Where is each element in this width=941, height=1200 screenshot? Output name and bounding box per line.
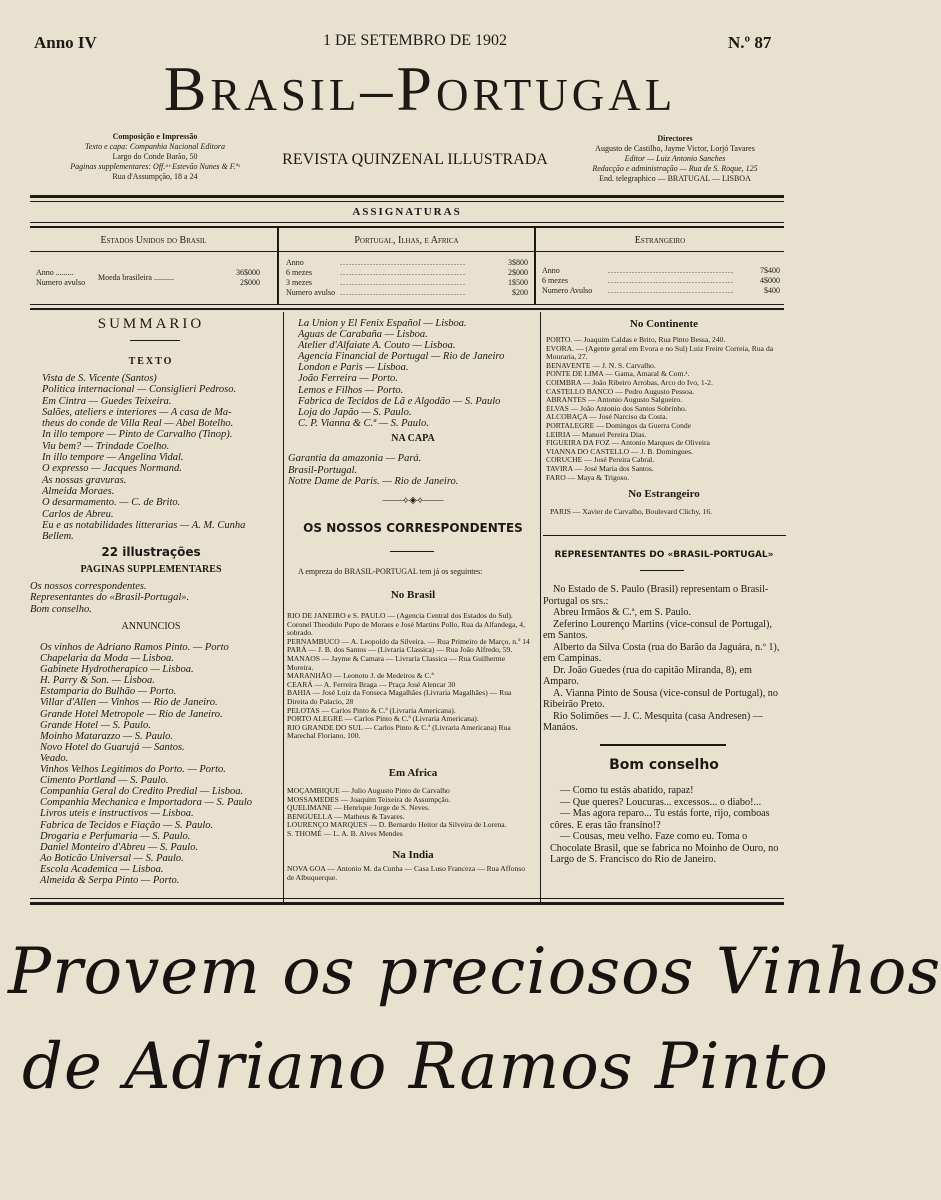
dialogue-line: — Mas agora reparo... Tu estás forte, rijo, comboas côres. E eras tão fransino!? [550, 808, 770, 831]
correspondent-entry: RIO GRANDE DO SUL — Carlos Pinto & C.ª (Livraria Americana) Rua Marechal Floriano, 100. [287, 722, 511, 741]
ornament-rule [130, 340, 180, 341]
ads-continued [298, 318, 538, 429]
no-brasil-heading: No Brasil [390, 589, 436, 601]
correspondent-entry: QUELIMANE — Henrique Jorge de S. Neves. [287, 803, 430, 813]
directors-line: End. telegraphico — BRATUGAL — LISBOA [599, 174, 751, 183]
summary-title: SUMMARIO [97, 316, 205, 332]
ads-list [40, 642, 280, 886]
correspondent-entry: CASTELLO BANCO — Pedro Augusto Pessoa. [546, 386, 695, 396]
subs-brasil-values [236, 268, 260, 288]
subs-value: $400 [764, 286, 780, 295]
ad-item: La Union y El Fenix Español — Lisboa. [298, 318, 467, 329]
summary-item: Carlos de Abreu. [42, 508, 114, 520]
ad-item: Loja do Japão — S. Paulo. [298, 406, 412, 418]
brasil-correspondents [287, 612, 531, 741]
section-rule [600, 744, 726, 746]
correspondent-entry: BAHIA — José Luiz da Fonseca Magalhães (Livraria Magalhães) — Rua Direita do Palacio, 28 [287, 688, 512, 706]
correspondent-entry: MOSSAMEDES — Joaquim Teixeira de Assumpção. [287, 794, 451, 804]
dialogue-line: — Cousas, meu velho. Faze como eu. Toma o Chocolate Brasil, que se fabrica no Moinho de Ouro, no Largo de S. Francisco do Rio de Janeiro. [550, 831, 779, 865]
subs-value: 4$000 [760, 276, 780, 285]
ad-item: H. Parry & Son. — Lisboa. [40, 675, 155, 687]
representative-entry: Alberto da Silva Costa (rua do Barão da Jaguára, n.º 1), em Campinas. [543, 641, 780, 664]
correspondent-entry: PORTALEGRE — Domingos da Guerra Conde [546, 420, 692, 430]
summary-item: O expresso — Jacques Normand. [42, 463, 182, 475]
anno-label: Anno IV [34, 33, 97, 52]
capa-item: Brasil-Portugal. [288, 464, 358, 476]
representative-entry: Abreu Irmãos & C.ª, em S. Paulo. [553, 607, 692, 618]
continente-list [546, 336, 786, 482]
summary-item: Bom conselho. [30, 603, 92, 615]
representative-entry: No Estado de S. Paulo (Brasil) representam o Brasil-Portugal os srs.: [543, 584, 769, 607]
correspondent-entry: BENAVENTE — J. N. S. Carvalho. [546, 360, 656, 370]
ad-item: Fabrica de Tecidos e Fiação — S. Paulo. [40, 819, 214, 831]
ad-item: Agencia Financial de Portugal — Rio de Janeiro [298, 351, 505, 363]
ad-item: Os vinhos de Adriano Ramos Pinto. — Porto [40, 642, 229, 653]
subs-value: $200 [512, 288, 528, 297]
correspondent-entry: ABRANTES — Antonio Augusto Salgueiro. [546, 395, 683, 405]
em-africa-heading: Em Africa [388, 767, 438, 779]
representative-entry: Dr. João Guedes (rua do capitão Miranda, 8), em Amparo. [543, 664, 752, 687]
ads-heading: ANNUNCIOS [121, 621, 181, 632]
issue-number: N.º 87 [728, 33, 772, 52]
ad-item: C. P. Vianna & C.ª — S. Paulo. [298, 417, 429, 429]
supp-list [30, 581, 270, 615]
correspondent-entry: FARO — Maya & Trigoso. [546, 472, 630, 482]
subs-value: 2$000 [240, 278, 260, 287]
subs-dot-leaders: .......................................... .......................................... .......................................... .......................................... [340, 258, 466, 297]
texto-list [42, 373, 278, 542]
subs-row-label: 6 mezes [542, 276, 568, 285]
ad-item: Villar d'Allen — Vinhos — Rio de Janeiro. [40, 697, 218, 709]
correspondent-entry: MOÇAMBIQUE — Julio Augusto Pinto de Carvalho [287, 786, 450, 795]
correspondent-entry: MANAOS — Jayme & Camara — Livraria Classica — Rua Guilherme Moreira. [287, 653, 506, 672]
printing-line: Rua d'Assumpção, 18 a 24 [112, 172, 198, 181]
subs-rule [30, 226, 784, 228]
column-divider [540, 312, 541, 902]
ornament-rule [390, 551, 434, 552]
printing-line: Texto e capa: Companhia Nacional Editora [85, 142, 225, 151]
bottom-rule [30, 898, 784, 899]
bom-conselho-heading: Bom conselho [609, 757, 719, 773]
bom-conselho-text [550, 785, 784, 866]
section-rule [543, 535, 786, 536]
subs-rule [30, 222, 784, 223]
ornament-divider: ——⟡◈⟡—— [382, 495, 444, 506]
correspondents-heading: OS NOSSOS CORRESPONDENTES [303, 521, 523, 535]
representatives-list [543, 584, 785, 734]
correspondent-entry: COIMBRA — João Ribeiro Arrobas, Arco do Ivo, 1-2. [546, 377, 713, 387]
ad-item: Moinho Matarazzo — S. Paulo. [40, 730, 174, 742]
representative-entry: A. Vianna Pinto de Sousa (vice-consul de Portugal), no Ribeirão Preto. [543, 687, 778, 710]
na-india-heading: Na India [392, 849, 434, 861]
india-correspondent: NOVA GOA — Antonio M. da Cunha — Casa Luso Franceza — Rua Affonso de Albuquerque. [287, 864, 526, 882]
subs-foreign-rows [542, 266, 592, 296]
subs-brasil-currency: Moeda brasileira .......... [98, 273, 174, 282]
subs-value: 7$400 [760, 266, 780, 275]
ad-item: Daniel Monteiro d'Abreu — S. Paulo. [40, 841, 199, 853]
summary-item: In illo tempore — Angelina Vidal. [42, 452, 184, 464]
supp-heading: PAGINAS SUPPLEMENTARES [80, 564, 222, 575]
summary-item: Em Cintra — Guedes Teixeira. [42, 395, 172, 407]
correspondent-entry: PONTE DE LIMA — Gama, Amaral & Com.ᵃ. [546, 369, 690, 379]
directors-line: Redacção e administração — Rua de S. Roque, 125 [592, 164, 758, 173]
top-rule-thin [30, 201, 784, 202]
column-divider [283, 312, 284, 902]
directors-heading: Directores [657, 134, 693, 143]
correspondent-entry: PARÁ — J. B. dos Santos — (Livraria Classica) — Rua João Alfredo, 59. [287, 645, 513, 655]
ad-item: Aguas de Carabaña — Lisboa. [298, 329, 428, 341]
africa-correspondents [287, 787, 531, 839]
ad-item: Companhia Mechanica e Importadora — S. Paulo [40, 797, 253, 809]
ad-item: Companhia Geral do Credito Predial — Lisboa. [40, 786, 244, 798]
subs-bottom-rule [30, 304, 784, 305]
correspondent-entry: ALCOBAÇA — José Narciso da Costa. [546, 412, 668, 422]
printing-line: Paginas supplementares: Off.ᵃˢ Estevão Nunes & F.ºˢ [70, 162, 240, 171]
ad-item: Lemos e Filhos — Porto. [298, 384, 404, 396]
subs-brasil-heading: Estados Unidos do Brasil [100, 235, 207, 246]
correspondent-entry: MARANHÃO — Leonoto J. de Medeiros & C.ª [287, 671, 434, 681]
issue-date: 1 DE SETEMBRO DE 1902 [323, 32, 507, 49]
top-rule [30, 195, 784, 198]
ad-item: Escola Academica — Lisboa. [40, 863, 164, 875]
printing-block [60, 132, 250, 182]
ad-item: Cimento Portland — S. Paulo. [40, 775, 169, 787]
correspondent-entry: BENGUELLA — Matheus & Tavares. [287, 811, 405, 821]
capa-item: Garantia da amazonia — Pará. [288, 453, 422, 464]
estrangeiro-entry: PARIS — Xavier de Carvalho, Boulevard Clichy, 16. [550, 507, 713, 516]
capa-heading: NA CAPA [391, 433, 435, 444]
correspondent-entry: PELOTAS — Carlos Pinto & C.ª (Livraria Americana). [287, 705, 456, 715]
subs-row-label: Anno ......... [36, 268, 74, 277]
summary-item: Eu e as notabilidades litterarias — A. M. Cunha [42, 519, 246, 531]
masthead-subtitle: REVISTA QUINZENAL ILLUSTRADA [282, 151, 548, 168]
ad-item: Grande Hotel — S. Paulo. [40, 719, 151, 731]
summary-item: In illo tempore — Pinto de Carvalho (Tinop). [42, 429, 233, 441]
subs-value: 2$000 [508, 268, 528, 277]
correspondent-entry: CEARÁ — A. Ferreira Braga — Praça José Alencar 30 [287, 679, 456, 689]
bottom-rule [30, 902, 784, 905]
correspondent-entry: PERNAMBUCO — A. Leopoldo da Silveira. — Rua Primeiro de Março, n.º 14 [287, 636, 530, 646]
directors-line: Editor — Luiz Antonio Sanches [624, 154, 726, 163]
ad-item: Atelier d'Alfaiate A. Couto — Lisboa. [298, 340, 456, 352]
ornament-rule [640, 570, 684, 571]
correspondent-entry: ELVAS — João Antonio dos Santos Sobrinho. [546, 403, 687, 413]
subs-row-label: Anno [286, 258, 304, 267]
summary-item: Vista de S. Vicente (Santos) [42, 373, 157, 384]
summary-item: O desarmamento. — C. de Brito. [42, 497, 181, 509]
subs-portugal-values [496, 258, 528, 298]
correspondent-entry: PORTO. — Joaquim Caldas e Brito, Rua Pinto Bessa, 240. [546, 335, 726, 344]
ad-item: Novo Hotel do Guarujá — Santos. [40, 741, 185, 753]
ad-item: Almeida & Serpa Pinto — Porto. [40, 874, 180, 886]
handwritten-ad-line-2: de Adriano Ramos Pinto [22, 1030, 829, 1104]
subs-portugal-heading: Portugal, Ilhas, e Africa [354, 235, 459, 246]
subs-bottom-rule [30, 308, 784, 310]
correspondent-entry: FIGUEIRA DA FOZ — Antonio Marques de Oliveira [546, 438, 710, 448]
subs-row-label: Numero Avulso [542, 286, 593, 295]
correspondent-entry: CORUCHE — José Pereira Cabral. [546, 455, 655, 465]
subs-value: 3$800 [508, 258, 528, 267]
subs-row-label: Anno [542, 266, 560, 275]
dialogue-line: — Que queres? Loucuras... excessos... o diabo!... [560, 796, 762, 808]
subs-value: 1$500 [508, 278, 528, 287]
subs-dot-leaders: .......................................... .......................................... .......................................... [608, 266, 734, 295]
representatives-heading: REPRESENTANTES DO «BRASIL-PORTUGAL» [554, 550, 774, 560]
subscriptions-title: ASSIGNATURAS [352, 206, 462, 218]
dialogue-line: — Como tu estás abatido, rapaz! [560, 785, 694, 796]
subs-foreign-values [748, 266, 780, 296]
subs-rule [30, 251, 277, 252]
correspondent-entry: EVORA. — (Agente geral em Evora e no Sul) Luiz Freire Correia, Rua da Mouraria, 27. [546, 343, 774, 362]
correspondent-entry: PORTO ALEGRE — Carlos Pinto & C.ª (Livraria Americana). [287, 714, 479, 724]
capa-item: Notre Dame de Paris. — Rio de Janeiro. [288, 476, 459, 487]
ad-item: Livros uteis e instructivos — Lisboa. [40, 808, 194, 820]
handwritten-ad-line-1: Provem os preciosos Vinhos [8, 935, 941, 1009]
subs-value: 36$000 [236, 268, 260, 277]
correspondents-intro: A empreza do BRASIL-PORTUGAL tem já os seguintes: [298, 567, 483, 576]
printing-line: Largo do Conde Barão, 50 [112, 152, 198, 161]
capa-list [288, 453, 538, 488]
correspondent-entry: LEIRIA — Manuel Pereira Dias. [546, 429, 647, 439]
correspondent-entry: RIO DE JANEIRO e S. PAULO — (Agencia Central dos Estados do Sul). Coronel Theodulo Pupo de Moraes e José Martins Pollo, Rua da Alfandega, 4, sobrado. [287, 611, 525, 638]
texto-heading: TEXTO [128, 356, 174, 367]
representative-entry: Rio Solimões — J. C. Mesquita (casa Andresen) — Manáos. [543, 710, 763, 733]
summary-item: Os nossos correspondentes. [30, 581, 147, 592]
summary-item: Bellem. [42, 531, 74, 543]
directors-line: Augusto de Castilho, Jayme Victor, Lorjó Tavares [595, 144, 755, 153]
directors-block [565, 134, 785, 184]
summary-item: Salões, ateliers e interiores — A casa de Ma- [42, 406, 232, 418]
ad-item: Veado. [40, 752, 69, 764]
correspondent-entry: LOURENÇO MARQUES — D. Bernardo Heitor da Silveira de Lorena. [287, 820, 507, 830]
ad-item: London e Paris — Lisboa. [298, 362, 409, 374]
subs-brasil-rows [36, 268, 85, 288]
summary-item: Representantes do «Brasil-Portugal». [30, 592, 190, 604]
ad-item: Drogaria e Perfumaria — S. Paulo. [40, 830, 191, 842]
estrangeiro-heading: No Estrangeiro [628, 488, 700, 500]
subs-rule [279, 251, 534, 252]
ad-item: Grande Hotel Metropole — Rio de Janeiro. [40, 708, 223, 720]
printing-heading: Composição e Impressão [112, 132, 198, 141]
correspondent-entry: TAVIRA — José Maria dos Santos. [546, 463, 654, 473]
subs-rule [536, 251, 784, 252]
ad-item: Vinhos Velhos Legitimos do Porto. — Porto. [40, 764, 226, 776]
summary-item: Politica internacional — Consiglieri Pedroso. [42, 384, 237, 396]
summary-item: As nossas gravuras. [42, 474, 127, 486]
summary-item: Almeida Moraes. [42, 485, 115, 497]
subs-foreign-heading: Estrangeiro [634, 235, 686, 246]
summary-item: theus do conde de Villa Real — Abel Botelho. [42, 418, 234, 430]
ad-item: Estamparia do Bulhão — Porto. [40, 686, 177, 698]
subs-row-label: 6 mezes [286, 268, 312, 277]
ad-item: Fabrica de Tecidos de Lã e Algodão — S. Paulo [298, 395, 501, 407]
continente-heading: No Continente [629, 318, 699, 330]
representative-entry: Zeferino Lourenço Martins (vice-consul de Portugal), em Santos. [543, 618, 772, 641]
subs-portugal-rows [286, 258, 335, 298]
summary-item: Viu bem? — Trindade Coelho. [42, 440, 170, 452]
correspondent-entry: S. THOMÉ — L. A. B. Alves Mendes [287, 828, 403, 838]
correspondent-entry: VIANNA DO CASTELLO — J. B. Domingues. [546, 446, 694, 456]
ad-item: Ao Boticão Universal — S. Paulo. [40, 852, 184, 864]
masthead-title: Brasil–Portugal [163, 53, 677, 124]
illustrations-count: 22 illustrações [101, 545, 201, 559]
ad-item: João Ferreira — Porto. [298, 373, 398, 385]
ad-item: Gabinete Hydrotherapico — Lisboa. [40, 664, 194, 676]
subs-row-label: Numero avulso [36, 278, 86, 287]
subs-row-label: 3 mezes [286, 278, 312, 287]
subs-row-label: Numero avulso [286, 288, 336, 297]
ad-item: Chapelaria da Moda — Lisboa. [40, 653, 174, 665]
